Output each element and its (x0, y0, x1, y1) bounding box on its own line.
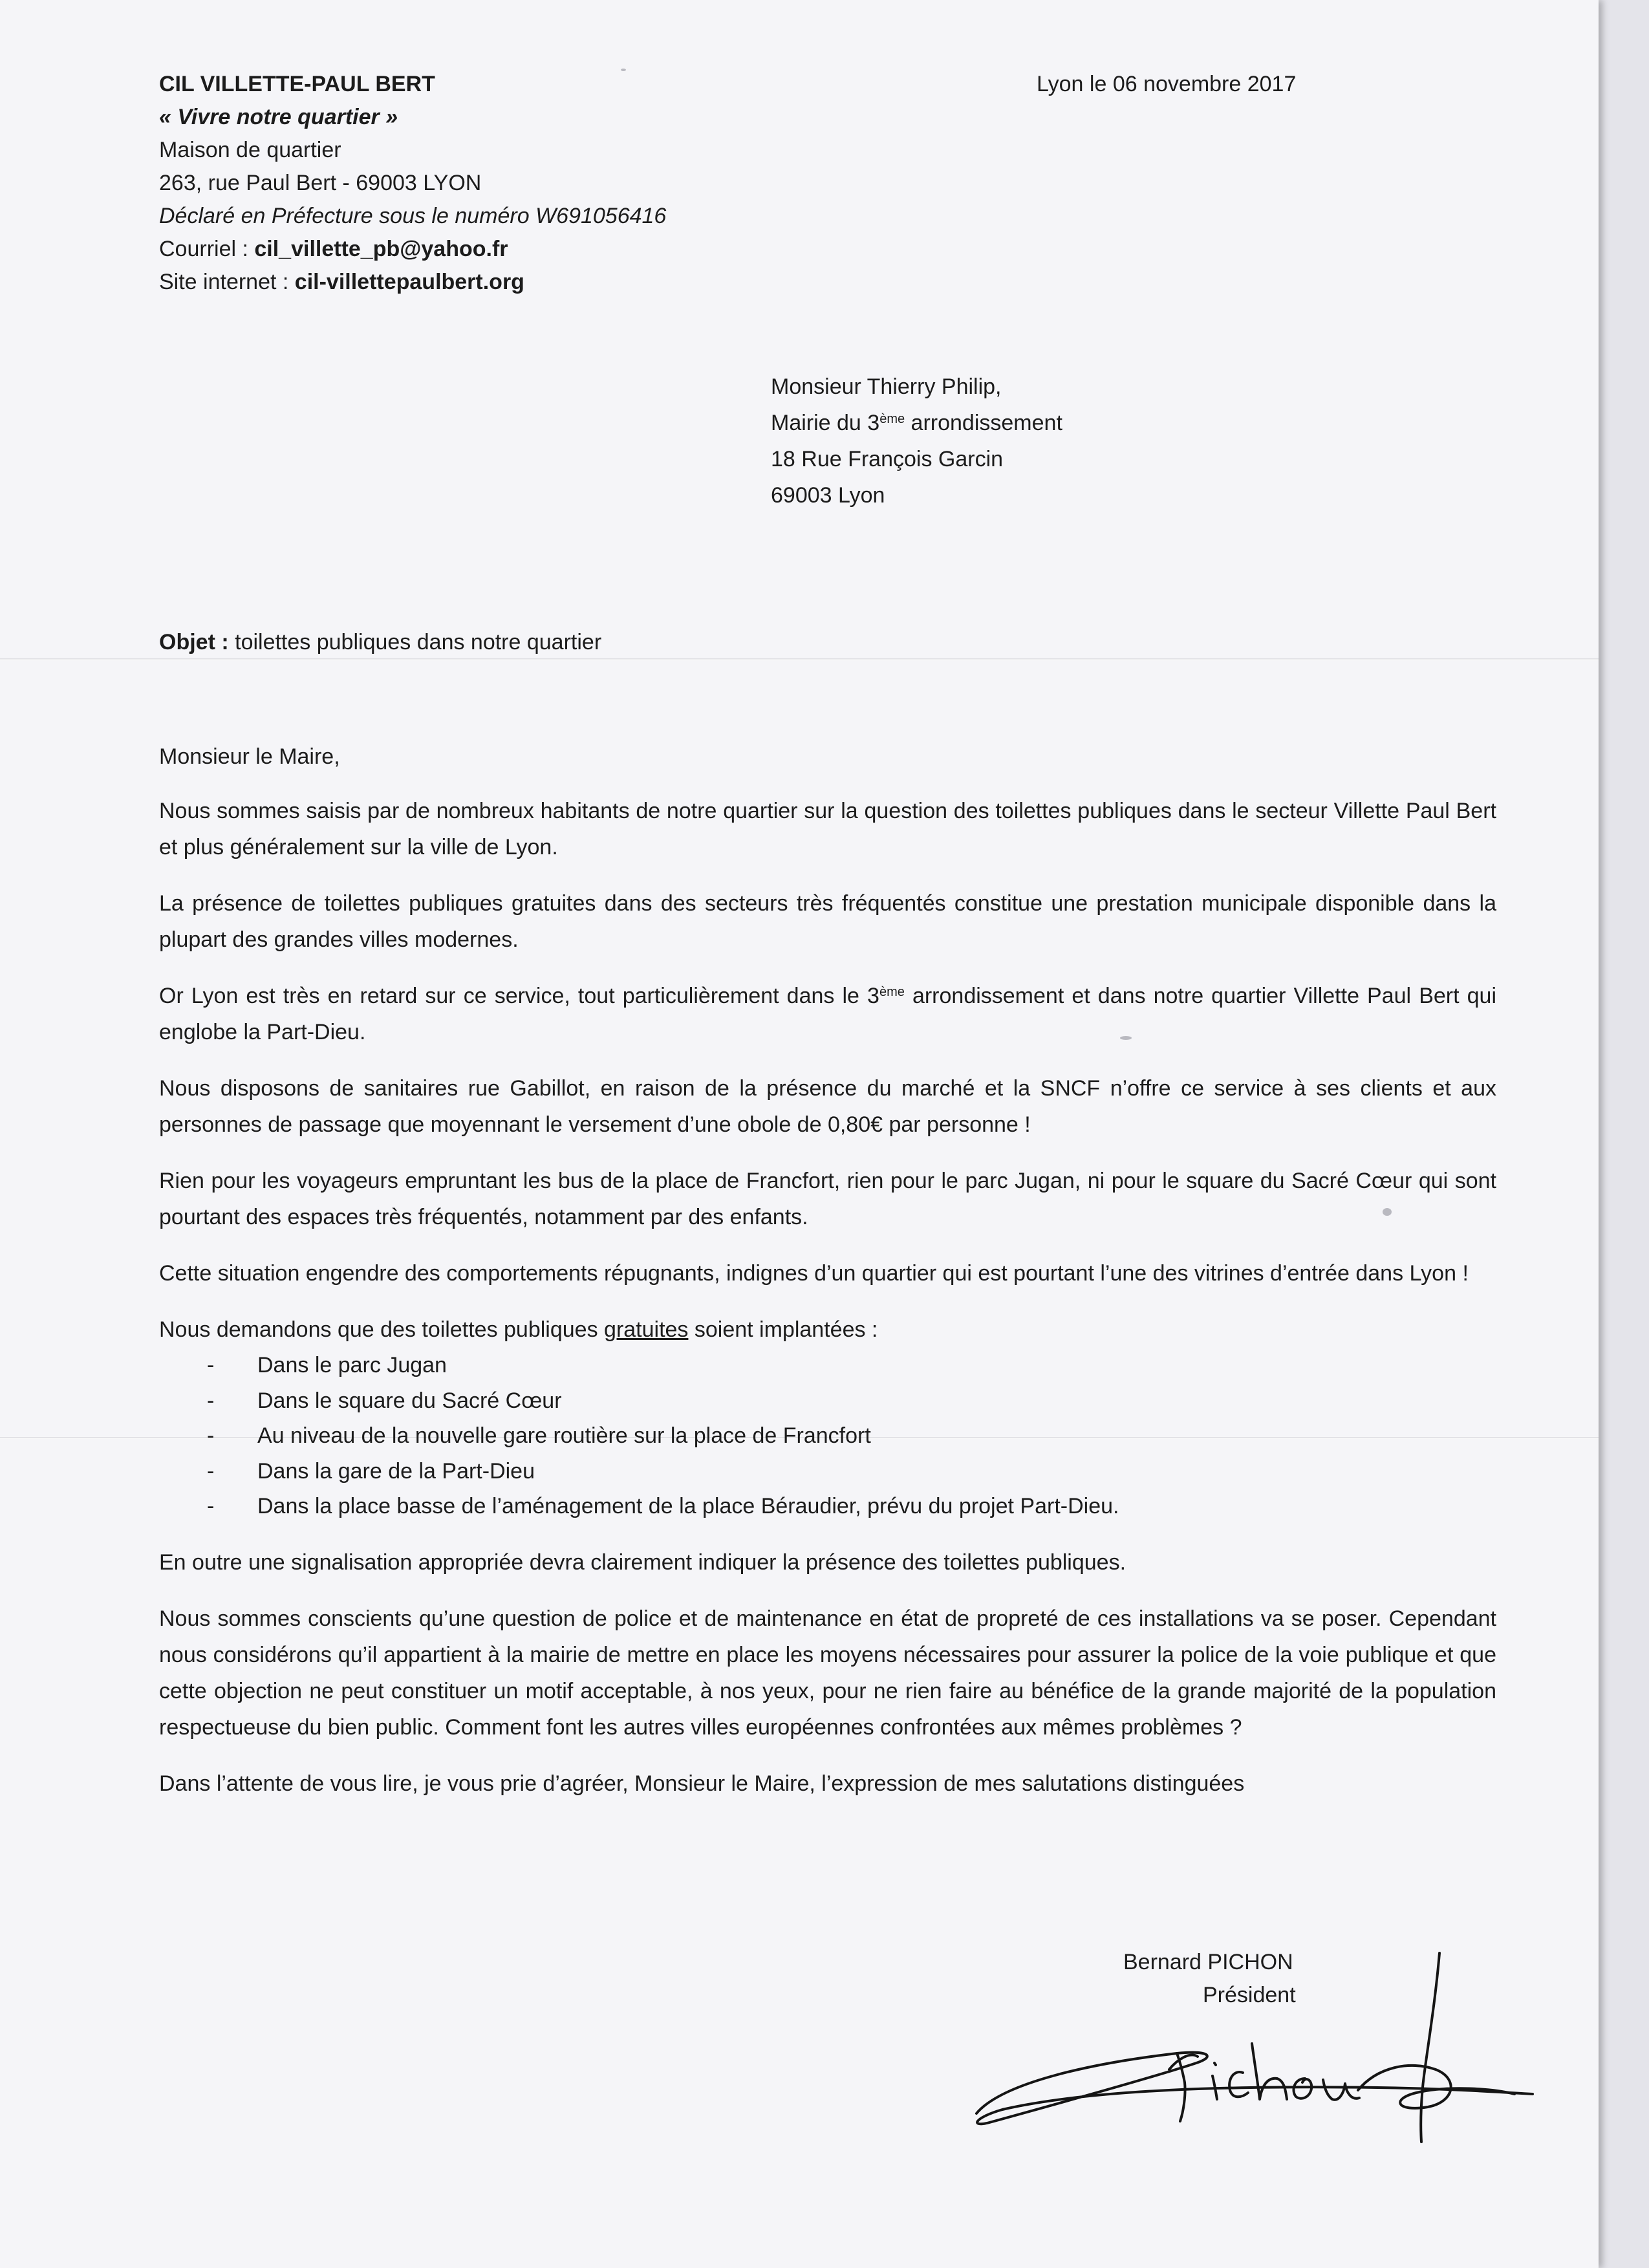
sender-registration: Déclaré en Préfecture sous le numéro W691056416 (159, 204, 667, 228)
list-item (159, 1489, 1496, 1524)
letter-date: Lyon le 06 novembre 2017 (1037, 72, 1297, 96)
list-item-text: Dans la place basse de l’aménagement de la place Béraudier, prévu du projet Part-Dieu. (257, 1494, 1119, 1518)
recipient-office-text: Mairie du 3 (771, 411, 880, 435)
paragraph-6: Cette situation engendre des comportements répugnants, indignes d’un quartier qui est pourtant l’une des vitrines d’entrée dans Lyon ! (159, 1261, 1469, 1286)
salutation: Monsieur le Maire, (159, 744, 340, 769)
list-bullet: - (207, 1458, 215, 1484)
list-item (159, 1348, 1496, 1383)
paragraph-3 (159, 978, 1496, 1050)
sender-site-label: Site internet : (159, 270, 295, 294)
recipient-block (771, 369, 1062, 513)
sender-email[interactable]: cil_villette_pb@yahoo.fr (254, 237, 508, 261)
paragraph-5: Rien pour les voyageurs empruntant les bus de la place de Francfort, rien pour le parc Jugan, ni pour le square du Sacré Cœur qui sont pourtant des espaces très fréquentés, notamment par des enfants. (159, 1169, 1496, 1229)
closing-formula: Dans l’attente de vous lire, je vous prie d’agréer, Monsieur le Maire, l’expression de mes salutations distinguées (159, 1771, 1245, 1796)
sender-place: Maison de quartier (159, 138, 341, 162)
places-list (159, 1348, 1496, 1524)
list-item-text: Au niveau de la nouvelle gare routière sur la place de Francfort (257, 1423, 871, 1448)
paragraph-3-ordinal: ème (879, 985, 905, 999)
subject-line (159, 626, 601, 659)
recipient-office (771, 405, 1062, 441)
paragraph-4: Nous disposons de sanitaires rue Gabillot, en raison de la présence du marché et la SNCF n’offre ce service à ses clients et aux personnes de passage que moyennant le versement d’une obole de 0,80€ par personne ! (159, 1076, 1496, 1137)
sender-block (159, 68, 666, 299)
handwritten-signature (964, 1940, 1546, 2154)
sender-email-label: Courriel : (159, 237, 255, 261)
sender-site[interactable]: cil-villettepaulbert.org (294, 270, 524, 294)
list-item-text: Dans le square du Sacré Cœur (257, 1388, 562, 1413)
signatory-title: Président (1203, 1983, 1296, 2007)
paragraph-8: En outre une signalisation appropriée devra clairement indiquer la présence des toilettes publiques. (159, 1550, 1126, 1575)
list-bullet: - (207, 1388, 215, 1413)
letter-body (159, 739, 1496, 1822)
paragraph-7 (159, 1312, 1496, 1348)
recipient-city: 69003 Lyon (771, 483, 885, 508)
list-item (159, 1383, 1496, 1419)
paragraph-7-text: Nous demandons que des toilettes publiques (159, 1317, 605, 1342)
paragraph-9: Nous sommes conscients qu’une question de police et de maintenance en état de propreté de ces installations va se poser. Cependant nous considérons qu’il appartient à la mairie de mettre en place les moyens nécessaires pour assurer la police de la voie publique et que cette objection ne peut constituer un motif acceptable, à nos yeux, pour ne rien faire au bénéfice de la grande majorité de la population respectueuse du bien public. Comment font les autres villes européennes confrontées aux mêmes problèmes ? (159, 1606, 1496, 1740)
recipient-name: Monsieur Thierry Philip, (771, 374, 1002, 399)
paragraph-3-rest: arrondissement et dans notre quartier Villette Paul Bert qui englobe la Part-Dieu. (159, 984, 1497, 1044)
list-bullet: - (207, 1494, 215, 1518)
paragraph-3-text: Or Lyon est très en retard sur ce service, tout particulièrement dans le 3 (159, 984, 879, 1008)
sender-name: CIL VILLETTE-PAUL BERT (159, 72, 435, 96)
paragraph-7-rest: soient implantées : (688, 1317, 878, 1342)
paragraph-2: La présence de toilettes publiques gratuites dans des secteurs très fréquentés constitue une prestation municipale disponible dans la plupart des grandes villes modernes. (159, 891, 1496, 952)
recipient-street: 18 Rue François Garcin (771, 447, 1004, 471)
subject-text: toilettes publiques dans notre quartier (228, 630, 602, 654)
list-item (159, 1454, 1496, 1489)
paragraph-1: Nous sommes saisis par de nombreux habitants de notre quartier sur la question des toilettes publiques dans le secteur Villette Paul Bert et plus généralement sur la ville de Lyon. (159, 799, 1496, 859)
list-item-text: Dans le parc Jugan (257, 1353, 447, 1377)
paragraph-7-underlined: gratuites (604, 1317, 689, 1342)
list-bullet: - (207, 1353, 215, 1377)
list-bullet: - (207, 1423, 215, 1448)
signatory-name: Bernard PICHON (1123, 1950, 1293, 1974)
list-item-text: Dans la gare de la Part-Dieu (257, 1458, 535, 1484)
recipient-office-ordinal: ème (879, 412, 905, 426)
recipient-office-rest: arrondissement (905, 411, 1062, 435)
list-item (159, 1418, 1496, 1454)
subject-label: Objet : (159, 630, 229, 654)
sender-site-line (159, 266, 666, 299)
sender-email-line (159, 233, 666, 266)
sender-address: 263, rue Paul Bert - 69003 LYON (159, 171, 482, 195)
sender-motto: « Vivre notre quartier » (159, 105, 398, 129)
